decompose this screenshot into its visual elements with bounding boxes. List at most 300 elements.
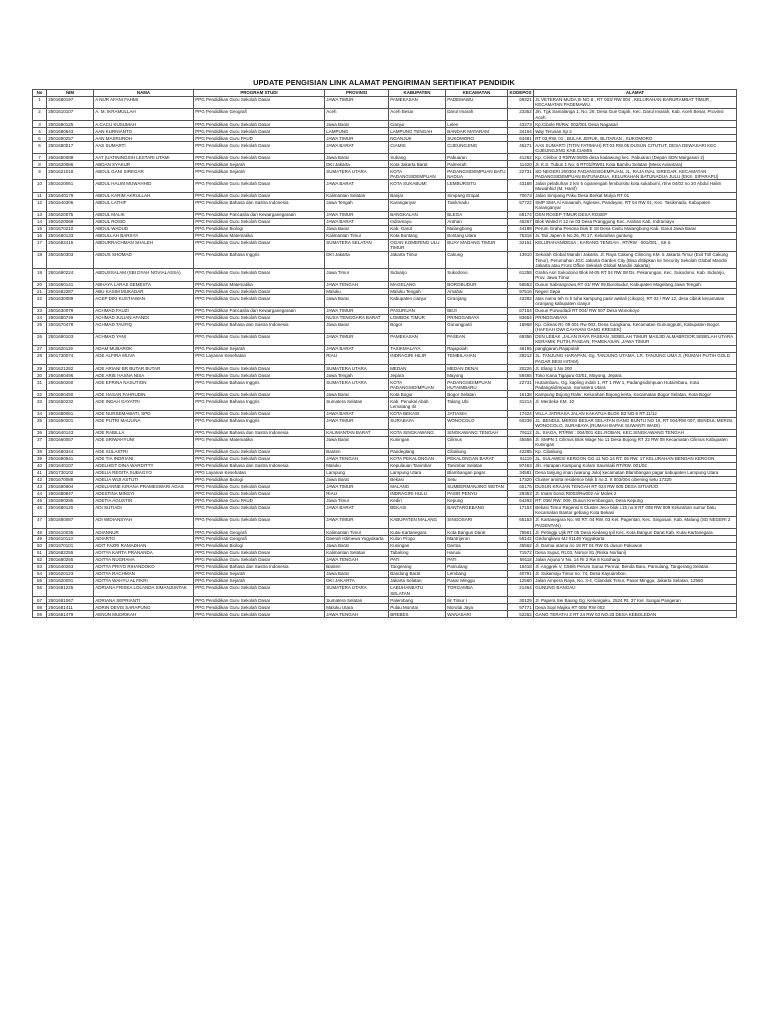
cell-nim: 2501680088 <box>47 154 94 161</box>
cell-provinsi: Jawa Barat <box>325 571 389 578</box>
cell-kecamatan: TEMBILAHAN <box>446 353 508 365</box>
cell-kabupaten: BEKASI <box>389 504 446 516</box>
cell-alamat: Jln. Harapan Kampung Kolam Saumlaki RT/RW. 001/02 <box>534 462 737 469</box>
cell-kabupaten: Subang <box>389 154 446 161</box>
cell-alamat: Desa Sopi Majiko RT 005/ RW 002 <box>534 604 737 611</box>
cell-no: 20 <box>33 281 47 288</box>
cell-nama: ADE ARIANI BR BUTAR BUTAR <box>94 365 194 372</box>
cell-kabupaten: Kuningan <box>389 543 446 550</box>
table-row <box>33 550 737 557</box>
cell-nama: ADITYA RACHMAN <box>94 571 194 578</box>
cell-provinsi: JAWA BARAT <box>325 346 389 353</box>
cell-nim: 2501640143 <box>47 429 94 436</box>
cell-kodepos: 45267 <box>508 218 534 225</box>
cell-kabupaten: BREBES <box>389 611 446 618</box>
cell-no: 7 <box>33 154 47 161</box>
cell-kodepos: 22731 <box>508 379 534 391</box>
recipient-table <box>32 89 737 618</box>
table-row <box>33 121 737 128</box>
cell-program-studi: PPG Layanan Kesehatan <box>194 469 325 476</box>
cell-no: 19 <box>33 269 47 281</box>
cell-program-studi: PPG Pendidikan Guru Sekolah Dasar <box>194 483 325 490</box>
cell-kodepos: 67154 <box>508 307 534 314</box>
cell-program-studi: PPG Pendidikan Guru Sekolah Dasar <box>194 365 325 372</box>
cell-no: 26 <box>33 333 47 345</box>
cell-alamat: Desa tanjung iman (warung Jolo) kecamatan Blambangan pagar kabupaten Lampung Utara <box>534 469 737 476</box>
cell-kecamatan: PADANGSIDIMPUAN HUTAIMBARU <box>446 379 508 391</box>
cell-alamat: JL. BENDUL MERISI BESAR SELATAN GANG BUNTU NO 18, RT 004/RW 007, BENDUL MERISI, WONOCOLO, SURABAYA (RUMAH BAPAK SUWANTI WADI) <box>534 417 737 429</box>
cell-kecamatan: SINGOSARI <box>446 516 508 528</box>
cell-program-studi: PPG Pendidikan Guru Sekolah Dasar <box>194 333 325 345</box>
cell-kecamatan: Haruai <box>446 550 508 557</box>
cell-kodepos: 41262 <box>508 154 534 161</box>
cell-no: 10 <box>33 180 47 192</box>
cell-provinsi: Jawa Barat <box>325 121 389 128</box>
cell-provinsi: Jawa Barat <box>325 321 389 333</box>
cell-kodepos: 15418 <box>508 564 534 571</box>
cell-nim: 2501621282 <box>47 365 94 372</box>
table-row <box>33 543 737 550</box>
cell-alamat: DSN LEBAK ,JALAN RAYA PASEAN ,SEBELAH TIMUR MASJID ALMABROOR,SEBELAH UTARA KERAMIK PUTIH,PASEAN, PAMEKASAN ,JAWA TIMUR <box>534 333 737 345</box>
cell-provinsi: SUMATERA UTARA <box>325 168 389 180</box>
cell-kecamatan: Sukodono <box>446 269 508 281</box>
cell-alamat: JL VETERAN MUDA III NO.8 , RT 003/ RW 004 , KELURAHAN BARURAMBAT TIMUR , KECAMATAN PADEMAWU. <box>534 96 737 108</box>
cell-kodepos: 46271 <box>508 142 534 154</box>
cell-kodepos: 23352 <box>508 108 534 120</box>
cell-alamat: JL. TANJUNG HARAPAN, Gg. TANJUNG UTAMA, LR. TANJUNG UMA 3, (RUMAH PUTIH GOLD PAGAR BESI HITAM) <box>534 353 737 365</box>
cell-provinsi: NUSA TENGGARA BARAT <box>325 314 389 321</box>
cell-alamat: Jl. Darma utama no 18 RT 01 RW 01 dusun Pakuwon <box>534 543 737 550</box>
cell-kabupaten: SURABAYA <box>389 417 446 429</box>
cell-nama: ABDULLAH BARSYA <box>94 232 194 239</box>
cell-nim: 2501660057 <box>47 436 94 448</box>
cell-program-studi: PPG Pendidikan Pancasila dan Kewarganegaraan <box>194 307 325 314</box>
cell-provinsi: KALIMANTAN BARAT <box>325 429 389 436</box>
table-row <box>33 346 737 353</box>
cell-program-studi: PPG Pendidikan Bahasa Inggris <box>194 251 325 268</box>
cell-nim: 2501681479 <box>47 611 94 618</box>
cell-nama: ADIANNUR <box>94 529 194 536</box>
cell-kecamatan: Talang Ubi <box>446 398 508 410</box>
cell-program-studi: PPG Pendidikan Guru Sekolah Dasar <box>194 218 325 225</box>
cell-provinsi: SUMATERA UTARA <box>325 584 389 596</box>
cell-provinsi: Jawa Barat <box>325 436 389 448</box>
cell-nim: 2501680103 <box>47 333 94 345</box>
cell-kecamatan: Bogor Selatan <box>446 391 508 398</box>
cell-no: 21 <box>33 288 47 295</box>
cell-kecamatan: Kota Bangun Darat <box>446 529 508 536</box>
cell-alamat: RT: 036/ RW: 009, Dusun Krembangan, Desa Kepung <box>534 497 737 504</box>
cell-program-studi: PPG Pendidikan Sejarah <box>194 346 325 353</box>
header-no: No <box>33 90 47 97</box>
cell-nim: 2501670101 <box>47 543 94 550</box>
cell-nim: 2501620086 <box>47 161 94 168</box>
cell-program-studi: PPG Pendidikan Biologi <box>194 476 325 483</box>
table-row <box>33 564 737 571</box>
cell-no: 44 <box>33 490 47 497</box>
cell-kodepos: 45556 <box>508 436 534 448</box>
cell-alamat: Jalan Ampera Raya, No. 3-4, Cilandak Timur, Pasar Minggu, Jakarta Selatan, 12560 <box>534 578 737 585</box>
cell-program-studi: PPG Pendidikan Guru Sekolah Dasar <box>194 611 325 618</box>
cell-nama: ADE RABILLA <box>94 429 194 436</box>
table-row <box>33 529 737 536</box>
cell-program-studi: PPG Pendidikan Guru PAUD <box>194 135 325 142</box>
cell-kodepos: 13910 <box>508 251 534 268</box>
cell-kodepos: 11420 <box>508 161 534 168</box>
cell-provinsi: JAWA BARAT <box>325 504 389 516</box>
cell-nama: ADITYA WAHYU AL FIKRI <box>94 578 194 585</box>
cell-program-studi: PPG Pendidikan Bahasa dan Sastra Indonesia <box>194 564 325 571</box>
cell-program-studi: PPG Pendidikan Guru Sekolah Dasar <box>194 372 325 379</box>
cell-kecamatan: Blambangan pagar <box>446 469 508 476</box>
cell-no: 8 <box>33 161 47 168</box>
cell-program-studi: PPG Pendidikan Guru Sekolah Dasar <box>194 584 325 596</box>
cell-program-studi: PPG Pendidikan Guru Sekolah Dasar <box>194 192 325 199</box>
cell-program-studi: PPG Pendidikan Bahasa dan Sastra Indonesia <box>194 429 325 436</box>
cell-provinsi: DKI Jakarta <box>325 251 389 268</box>
cell-nim: 2501681411 <box>47 604 94 611</box>
cell-kabupaten: OGAN KOMERING ULU TIMUR <box>389 239 446 251</box>
cell-provinsi: Jawa Barat <box>325 391 389 398</box>
table-row <box>33 604 737 611</box>
cell-kodepos: 21464 <box>508 584 534 596</box>
cell-nama: ADITYA NUGRAHA <box>94 557 194 564</box>
cell-provinsi: Kalimantan Timur <box>325 529 389 536</box>
cell-no: 46 <box>33 504 47 516</box>
cell-no: 37 <box>33 436 47 448</box>
cell-kecamatan: Palmerah <box>446 161 508 168</box>
cell-program-studi: PPG Pendidikan Matematika <box>194 232 325 239</box>
cell-no: 14 <box>33 218 47 225</box>
cell-alamat: DUSUN KRAJAN TENGAH RT 024 RW 005 DESA SITIARJO <box>534 483 737 490</box>
cell-kabupaten: LAMPUNG TENGAH <box>389 128 446 135</box>
cell-nim: 2501680344 <box>47 448 94 455</box>
cell-no: 49 <box>33 536 47 543</box>
cell-program-studi: PPG Pendidikan Guru Sekolah Dasar <box>194 516 325 528</box>
cell-kabupaten: Banjar <box>389 192 446 199</box>
table-row <box>33 398 737 410</box>
cell-program-studi: PPG Pendidikan Geografi <box>194 108 325 120</box>
document-page <box>32 78 736 618</box>
cell-no: 9 <box>33 168 47 180</box>
cell-nim: 2501682255 <box>47 550 94 557</box>
cell-provinsi: Sumatera Selatan <box>325 398 389 410</box>
cell-alamat: AAS SUMARTI (TITIN FATIMAH) RT.03 RW.05 DUSUN CITUTUT, DESA DEWASARI KEC. CIJEUNGJING KAB.CIAMIS <box>534 142 737 154</box>
cell-program-studi: PPG Pendidikan Guru Sekolah Dasar <box>194 557 325 564</box>
cell-alamat: KELURAHAN/DESA : KARANG TENGAH , RT/RW : 001/001 , SK 5 <box>534 239 737 251</box>
cell-program-studi: PPG Pendidikan Geografi <box>194 529 325 536</box>
table-row <box>33 239 737 251</box>
cell-program-studi: PPG Pendidikan Guru Sekolah Dasar <box>194 154 325 161</box>
cell-nim: 2501680133 <box>47 232 94 239</box>
cell-provinsi: JAWA TIMUR <box>325 135 389 142</box>
cell-nim: 2501620075 <box>47 211 94 218</box>
cell-nama: A.CACU KUSUMAH <box>94 121 194 128</box>
cell-kabupaten: KOTA BEKASI <box>389 410 446 417</box>
table-row <box>33 571 737 578</box>
cell-kabupaten: Maluku Tengah <box>389 288 446 295</box>
table-row <box>33 135 737 142</box>
cell-program-studi: PPG Pendidikan Guru Sekolah Dasar <box>194 239 325 251</box>
cell-kabupaten: KOTA PADANGSIDIMPUAN <box>389 379 446 391</box>
cell-kodepos: 51119 <box>508 455 534 462</box>
cell-nim: 2501690257 <box>47 135 94 142</box>
cell-program-studi: PPG Pendidikan Guru Sekolah Dasar <box>194 128 325 135</box>
cell-provinsi: Kalimantan Timur <box>325 232 389 239</box>
header-alamat: ALAMAT <box>534 90 737 97</box>
cell-kecamatan: WONOCOLO <box>446 417 508 429</box>
cell-nama: ABDUL MALIK <box>94 211 194 218</box>
table-row <box>33 436 737 448</box>
cell-nama: AAT (UATININGSIH LESTARI UTAMI <box>94 154 194 161</box>
table-row <box>33 192 737 199</box>
cell-kodepos: 45562 <box>508 543 534 550</box>
cell-provinsi: Jawa Barat <box>325 543 389 550</box>
table-row <box>33 379 737 391</box>
cell-nim: 2501650201 <box>47 417 94 429</box>
cell-provinsi: JAWA TENGAH <box>325 611 389 618</box>
table-row <box>33 578 737 585</box>
cell-kabupaten: Bekasi <box>389 476 446 483</box>
cell-kabupaten: Kab. Penukal Abab Lematang Ilir <box>389 398 446 410</box>
table-row <box>33 497 737 504</box>
cell-program-studi: PPG Pendidikan Sejarah <box>194 168 325 180</box>
cell-no: 54 <box>33 571 47 578</box>
table-row <box>33 353 737 365</box>
table-row <box>33 448 737 455</box>
cell-kodepos: 59465 <box>508 372 534 379</box>
cell-alamat: Dusun Sabrangrowo,RT 01/ RW 09,Borobudur, Kabupaten Magelang,Jawa Tengah. <box>534 281 737 288</box>
cell-kecamatan: PRINGGABAYA <box>446 314 508 321</box>
cell-nama: ADELHEIT DINA WARDITTY <box>94 462 194 469</box>
cell-nama: ADE PUTRI MAULINA <box>94 417 194 429</box>
cell-kabupaten: Tangerang <box>389 564 446 571</box>
cell-nama: ADRIANA SEPRIANTI <box>94 597 194 604</box>
header-kabupaten: KABUPATEN <box>389 90 446 97</box>
table-row <box>33 168 737 180</box>
cell-provinsi: Jawa Barat <box>325 225 389 232</box>
table-row <box>33 314 737 321</box>
cell-nim: 2501680265 <box>47 557 94 564</box>
cell-nim: 2501680450 <box>47 391 94 398</box>
cell-kecamatan: BEJI <box>446 307 508 314</box>
cell-kodepos: 61258 <box>508 269 534 281</box>
cell-nama: ABDUL HALIM MUWAHHID <box>94 180 194 192</box>
cell-program-studi: PPG Pendidikan Guru Sekolah Dasar <box>194 504 325 516</box>
cell-kecamatan: Mayong <box>446 372 508 379</box>
cell-alamat: Kampung Bojong Raler, Kelurahan Bojong kerta, Kecamatan Bogor Selatan, Kota Bogor <box>534 391 737 398</box>
cell-kecamatan: BOROBUDUR <box>446 281 508 288</box>
cell-alamat: Gedongkiwo MJ I/1148 Yogyakarta <box>534 536 737 543</box>
cell-nama: ADITYA KARTA PRANANDA <box>94 550 194 557</box>
cell-nama: ABDUSSALAM (SBI DYAH NOVIALASSA) <box>94 269 194 281</box>
cell-nama: AAN KURNIANTO <box>94 128 194 135</box>
table-row <box>33 483 737 490</box>
cell-alamat: PRINGGABAYA <box>534 314 737 321</box>
cell-provinsi: JAWA TIMUR <box>325 333 389 345</box>
cell-provinsi: SUMATERA SELATAN <box>325 239 389 251</box>
cell-kabupaten: Kab. Garut <box>389 225 446 232</box>
cell-provinsi: Jawa Barat <box>325 154 389 161</box>
cell-kabupaten: TASIKMALAYA <box>389 346 446 353</box>
cell-alamat: Jl. Kartanegara No. 90 RT. 04 RW. 03 Kel. Pagentan, Kec. Singosari, Kab. Malang (SD NEGERI 2 PAGENTAN) <box>534 516 737 528</box>
cell-alamat: Jl. Sukamaju Timur no. 74, Desa Kayuambon. <box>534 571 737 578</box>
cell-nama: A NUR AFANI FAHMI <box>94 96 194 108</box>
cell-kabupaten: Kota Bontang <box>389 232 446 239</box>
cell-kodepos: 55142 <box>508 536 534 543</box>
cell-no: 45 <box>33 497 47 504</box>
cell-alamat: RT 03,RW. 01 , BULAK JERUK, BLITARAN , SUKOMORO <box>534 135 737 142</box>
cell-kabupaten: KOTA PEKALONGAN <box>389 455 446 462</box>
cell-alamat: Negeri Sepa <box>534 288 737 295</box>
cell-kodepos: 12560 <box>508 578 534 585</box>
table-row <box>33 199 737 211</box>
cell-provinsi: Daerah Istimewa Yogyakarta <box>325 536 389 543</box>
cell-program-studi: PPG Pendidikan Guru Sekolah Dasar <box>194 288 325 295</box>
cell-nama: ABDUL KARIM AKRULLAH <box>94 192 194 199</box>
table-row <box>33 321 737 333</box>
cell-provinsi: JAWA BARAT <box>325 180 389 192</box>
cell-nama: ADETIA AGUSTIN <box>94 497 194 504</box>
cell-kodepos: 30129 <box>508 597 534 604</box>
cell-kecamatan: SUKOMORO <box>446 135 508 142</box>
cell-kecamatan: CIJEUNGJING <box>446 142 508 154</box>
cell-kodepos: 97771 <box>508 604 534 611</box>
cell-alamat: Jl. Petinggi Ujik RT 05 Desa Kedang Ipil Kec. Kota Bangun Darat Kab. Kutai Kartanegara <box>534 529 737 536</box>
cell-kabupaten: Palembang <box>389 597 446 604</box>
cell-alamat: VILLA JATIRASA JALAN KAKATUA BLOK B3 NO.6 RT.11/12 <box>534 410 737 417</box>
cell-kodepos: 43282 <box>508 295 534 307</box>
table-row <box>33 462 737 469</box>
cell-alamat: Jalan pelabuhan 2 km 5 cipanengah lembursitu kota sukabumi, rt/rw 04/02 no 20 Abdul Halim Muwahhid (M. Hanif) <box>534 180 737 192</box>
cell-no: 47 <box>33 516 47 528</box>
cell-nim: 2501620068 <box>47 218 94 225</box>
cell-program-studi: PPG Pendidikan Guru Sekolah Dasar <box>194 314 325 321</box>
cell-kecamatan: Mantrijeron <box>446 536 508 543</box>
cell-nim: 2501640179 <box>47 192 94 199</box>
cell-nama: ADE HASAN FAHRUDIN <box>94 391 194 398</box>
table-row <box>33 536 737 543</box>
cell-no: 11 <box>33 192 47 199</box>
cell-kodepos: 17424 <box>508 410 534 417</box>
cell-kecamatan: PEKALONGAN BARAT <box>446 455 508 462</box>
cell-no: 58 <box>33 604 47 611</box>
cell-provinsi: RIAU <box>325 490 389 497</box>
cell-program-studi: PPG Pendidikan Bahasa dan Sastra Indonesia <box>194 199 325 211</box>
cell-program-studi: PPG Pendidikan Guru Sekolah Dasar <box>194 96 325 108</box>
cell-nim: 2501650232 <box>47 398 94 410</box>
table-row <box>33 429 737 436</box>
cell-no: 30 <box>33 372 47 379</box>
cell-alamat: SMP SMA Al Amaanah, Ngleses, Pandeyan, RT 04 RW 01, Kec. Tasikmadu, Kabupaten Karanganyar <box>534 199 737 211</box>
cell-nama: ADE INDAH GAYATRI <box>94 398 194 410</box>
table-row <box>33 108 737 120</box>
cell-nama: ADITYA PRIYO RIHANDOKO <box>94 564 194 571</box>
cell-kodepos: 57722 <box>508 199 534 211</box>
cell-program-studi: PPG Pendidikan Sejarah <box>194 161 325 168</box>
cell-nim: 2501620091 <box>47 578 94 585</box>
table-row <box>33 211 737 218</box>
cell-kecamatan: Tanimbar Selatan <box>446 462 508 469</box>
cell-kabupaten: Kediri <box>389 497 446 504</box>
cell-provinsi: LAMPUNG <box>325 128 389 135</box>
cell-kodepos: 60239 <box>508 417 534 429</box>
cell-nama: ABDUS SHOMAD <box>94 251 194 268</box>
table-row <box>33 269 737 281</box>
cell-alamat: Jl. K.S. Tubun 1 No. 6 RT01/RW01 Kota Bambu Selatan (Mess Aviantara) <box>534 161 737 168</box>
cell-alamat: JL Tari Japen 5 No.26, Rt 17, Kelurahan guntung <box>534 232 737 239</box>
table-row <box>33 597 737 604</box>
cell-kecamatan: SUMBERMANJING WETAN <box>446 483 508 490</box>
cell-no: 52 <box>33 557 47 564</box>
cell-kabupaten: CIAMIS <box>389 142 446 154</box>
cell-nim: 2501680804 <box>47 483 94 490</box>
cell-kecamatan: BANTARGEBANG <box>446 504 508 516</box>
cell-kecamatan: Cakung <box>446 251 508 268</box>
cell-nim: 2501680224 <box>47 269 94 281</box>
cell-nama: ADELIANNE KIRANA PRAMESWARI AGAS <box>94 483 194 490</box>
cell-no: 36 <box>33 429 47 436</box>
cell-program-studi: PPG Pendidikan Guru Sekolah Dasar <box>194 410 325 417</box>
cell-program-studi: PPG Pendidikan Sejarah <box>194 571 325 578</box>
table-row <box>33 476 737 483</box>
cell-provinsi: DKI JAKARTA <box>325 578 389 585</box>
header-provinsi: PROVINSI <box>325 90 389 97</box>
cell-nim: 2501620061 <box>47 180 94 192</box>
cell-kodepos: 29212 <box>508 353 534 365</box>
cell-alamat: Hutaimbaru, Gg. kapling indah 1, RT 1 RW 1, Padangsidimpuan Hutaimbaru, Kota Padangsidimpuan, Sumatera Utara <box>534 379 737 391</box>
cell-kecamatan: WANASARI <box>446 611 508 618</box>
cell-alamat: Jl. Anggrek V, C58/6 Perum Sarua Permai, Benda Baru, Pamulang, Tangerang Selatan. <box>534 564 737 571</box>
cell-nim: 2501640107 <box>47 462 94 469</box>
cell-no: 17 <box>33 239 47 251</box>
header-nama: NAMA <box>94 90 194 97</box>
cell-nim: 2501650260 <box>47 379 94 391</box>
cell-no: 27 <box>33 346 47 353</box>
cell-kabupaten: PAMEKASAN <box>389 96 446 108</box>
cell-nim: 2501670210 <box>47 225 94 232</box>
cell-alamat: Sekolah Global Mandiri Jakarta. Jl. Raya Cakung Cilincing KM. 5 Jakarta Timur (Exit Toll Cakung Timur). Perumahan JGC Jakarta Garden City (Bisa dititipkan ke Security Sekolah Global Mandiri Jakarta atau Front Office Sekolah Global Mandiri Jakarta) <box>534 251 737 268</box>
cell-kecamatan: Bontang Utara <box>446 232 508 239</box>
cell-program-studi: PPG Pendidikan Guru Sekolah Dasar <box>194 142 325 154</box>
table-row <box>33 281 737 288</box>
cell-alamat: Perum Graha Pesona blok E 18 Desa Cisitu Malangbong Kab. Garut Jawa Barat <box>534 225 737 232</box>
cell-no: 38 <box>33 448 47 455</box>
cell-nim: 2501640306 <box>47 199 94 211</box>
cell-nim: 2501681225 <box>47 584 94 596</box>
cell-kabupaten: Jepara <box>389 372 446 379</box>
cell-program-studi: PPG Pendidikan Guru PAUD <box>194 497 325 504</box>
cell-alamat: Toko Icana Tigajuru 03/01, Mayong, Jepara. <box>534 372 737 379</box>
cell-alamat: Graha Asri Sukodono Blok M-05 RT 04 RW 08 Ds. Pekarungan, Kec. Sukodono, Kab. Sidoarjo, Prov. Jawa Timur <box>534 269 737 281</box>
cell-kecamatan: Pamulang <box>446 564 508 571</box>
cell-kodepos: 59118 <box>508 557 534 564</box>
cell-nim: 2501670089 <box>47 476 94 483</box>
cell-no: 35 <box>33 417 47 429</box>
cell-kabupaten: Pandeglang <box>389 448 446 455</box>
cell-program-studi: PPG Pendidikan Guru Sekolah Dasar <box>194 391 325 398</box>
cell-kecamatan: Darul Imarah <box>446 108 508 120</box>
cell-kodepos: 20226 <box>508 365 534 372</box>
cell-nama: ADRIANA FRISKA LOLANDA SIMANJUNTAK <box>94 584 194 596</box>
cell-provinsi: Banten <box>325 564 389 571</box>
table-row <box>33 516 737 528</box>
cell-kodepos: 69356 <box>508 333 534 345</box>
cell-nim: 2501680847 <box>47 490 94 497</box>
cell-nama: ADELIA REGITA SUBAGYO <box>94 469 194 476</box>
cell-no: 15 <box>33 225 47 232</box>
cell-kodepos: 64481 <box>508 135 534 142</box>
